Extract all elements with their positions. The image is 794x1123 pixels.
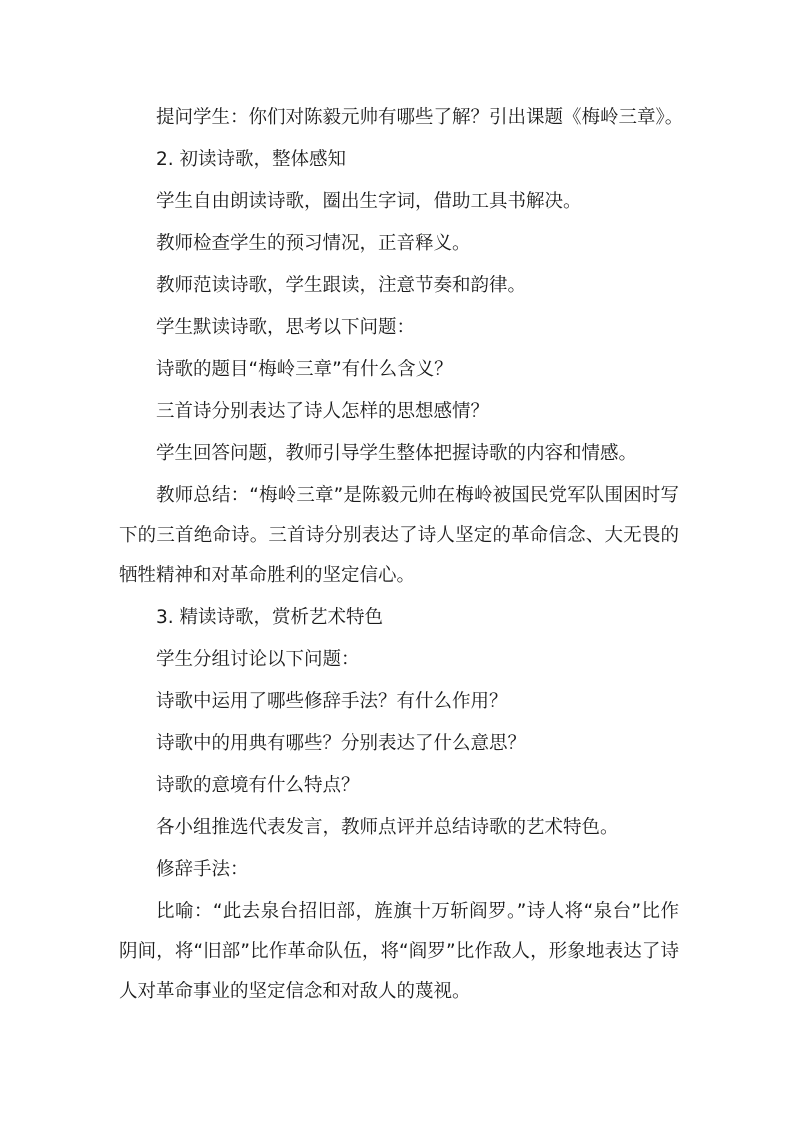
paragraph-free-reading: 学生自由朗读诗歌，圈出生字词，借助工具书解决。 <box>156 191 582 212</box>
paragraph-group-presentation: 各小组推选代表发言，教师点评并总结诗歌的艺术特色。 <box>156 817 619 838</box>
question-title-meaning: 诗歌的题目“梅岭三章”有什么含义？ <box>156 359 453 380</box>
paragraph-student-answer: 学生回答问题，教师引导学生整体把握诗歌的内容和情感。 <box>156 443 638 464</box>
paragraph-intro-question: 提问学生：你们对陈毅元帅有哪些了解？引出课题《梅岭三章》。 <box>156 107 684 128</box>
question-rhetoric: 诗歌中运用了哪些修辞手法？有什么作用？ <box>156 691 508 712</box>
paragraph-model-reading: 教师范读诗歌，学生跟读，注意节奏和韵律。 <box>156 275 527 296</box>
subheading-rhetoric: 修辞手法： <box>156 859 249 880</box>
section-heading-first-reading: 2. 初读诗歌，整体感知 <box>156 149 347 170</box>
paragraph-metaphor-analysis: 比喻：“此去泉台招旧部，旌旗十万斩阎罗。”诗人将“泉台”比作阴间，将“旧部”比作革命队伍，将“阎罗”比作敌人，形象地表达了诗人对革命事业的坚定信念和对敌人的蔑视。 <box>119 901 679 1002</box>
paragraph-check-preview: 教师检查学生的预习情况，正音释义。 <box>156 233 471 254</box>
paragraph-teacher-summary: 教师总结：“梅岭三章”是陈毅元帅在梅岭被国民党军队围困时写下的三首绝命诗。三首诗分别表达了诗人坚定的革命信念、大无畏的牺牲精神和对革命胜利的坚定信心。 <box>119 485 679 586</box>
paragraph-group-discussion: 学生分组讨论以下问题： <box>156 649 360 670</box>
question-allusions: 诗歌中的用典有哪些？分别表达了什么意思？ <box>156 733 527 754</box>
question-imagery: 诗歌的意境有什么特点？ <box>156 775 360 796</box>
section-heading-close-reading: 3. 精读诗歌，赏析艺术特色 <box>156 607 384 628</box>
question-poem-emotions: 三首诗分别表达了诗人怎样的思想感情？ <box>156 401 490 422</box>
paragraph-silent-reading: 学生默读诗歌，思考以下问题： <box>156 317 416 338</box>
